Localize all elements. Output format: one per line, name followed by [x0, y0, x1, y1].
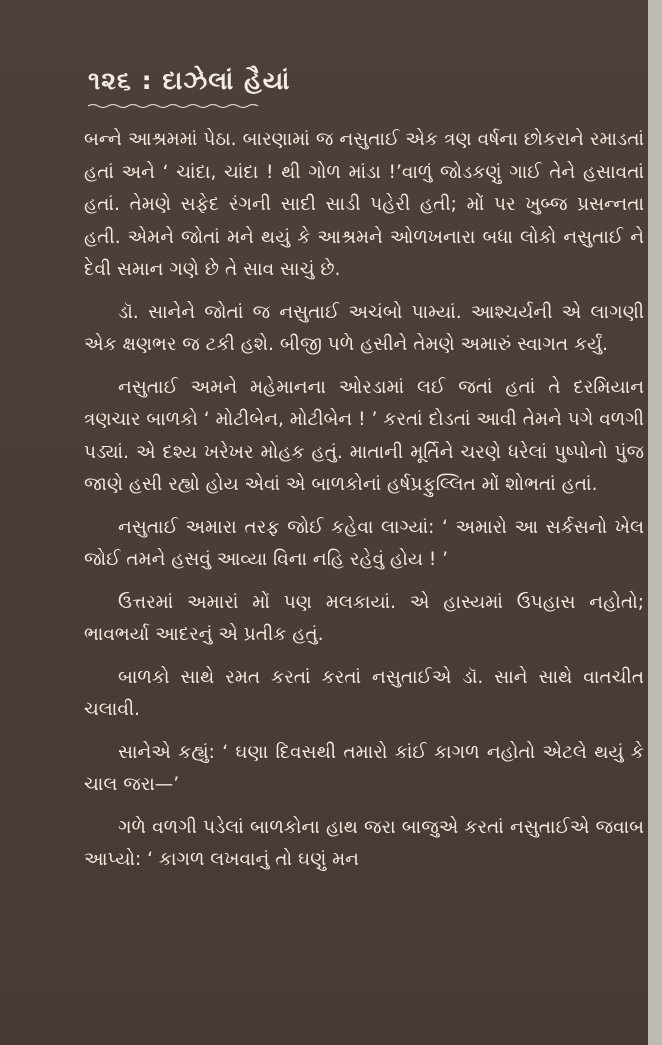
- page-edge: [648, 0, 662, 1045]
- paragraph: સાનેએ કહ્યું: ‘ ઘણા દિવસથી તમારો કાંઈ કાગળ નહોતો એટલે થયું કે ચાલ જરા—’: [84, 741, 644, 795]
- paragraph: નસુતાઈ અમને મહેમાનના ઓરડામાં લઈ જતાં હતાં તે દરમિયાન ત્રણચાર બાળકો ‘ મોટીબેન, મોટીબેન ! ’ કરતાં દોડતાં આવી તેમને પગે વળગી પડ્યાં. એ દશ્ય ખરેખર મોહક હતું. માતાની મૂર્તિને ચરણે ધરેલાં પુષ્પોનો પુંજ જાણે હસી રહ્યો હોય એવાં એ બાળકોનાં હર્ષપ્રફુલ્લિત મોં શોભતાં હતાં.: [84, 376, 644, 495]
- page-header: ૧૨૬ : દાઝેલાં હૈયાં: [88, 66, 291, 95]
- paragraph: ડૉ. સાનેને જોતાં જ નસુતાઈ અચંબો પામ્યાં. આશ્ચર્યની એ લાગણી એક ક્ષણભર જ ટકી હશે. બીજી પળે હસીને તેમણે અમારું સ્વાગત કર્યું.: [84, 301, 644, 355]
- paragraph: ઉત્તરમાં અમારાં મોં પણ મલકાયાં. એ હાસ્યમાં ઉપહાસ નહોતો; ભાવભર્યા આદરનું એ પ્રતીક હતું.: [84, 591, 644, 645]
- paragraph: બન્ને આશ્રમમાં પેઠા. બારણામાં જ નસુતાઈ એક ત્રણ વર્ષના છોકરાને રમાડતાં હતાં અને ‘ ચાંદા, ચાંદા ! થી ગોળ માંડા !’વાળું જોડકણું ગાઈ તેને હસાવતાં હતાં. તેમણે સફેદ રંગની સાદી સાડી પહેરી હતી; મોં પર ખુબ્જ પ્રસન્નતા હતી. એમને જોતાં મને થયું કે આશ્રમને ઓળખનારા બધા લોકો નસુતાઈ ને દેવી સમાન ગણે છે તે સાવ સાચું છે.: [84, 129, 644, 280]
- header-wavy-rule: [88, 103, 258, 109]
- paragraph: ગળે વળગી પડેલાં બાળકોના હાથ જરા બાજુએ કરતાં નસુતાઈએ જવાબ આપ્યો: ‘ કાગળ લખવાનું તો ઘણું મન: [84, 816, 644, 870]
- body-text: [84, 124, 644, 887]
- paragraph: બાળકો સાથે રમત કરતાં કરતાં નસુતાઈએ ડૉ. સાને સાથે વાતચીત ચલાવી.: [84, 666, 644, 720]
- paragraph: નસુતાઈ અમારા તરફ જોઈ કહેવા લાગ્યાં: ‘ અમારો આ સર્કસનો ખેલ જોઈ તમને હસવું આવ્યા વિના નહિ રહેવું હોય ! ’: [84, 516, 644, 570]
